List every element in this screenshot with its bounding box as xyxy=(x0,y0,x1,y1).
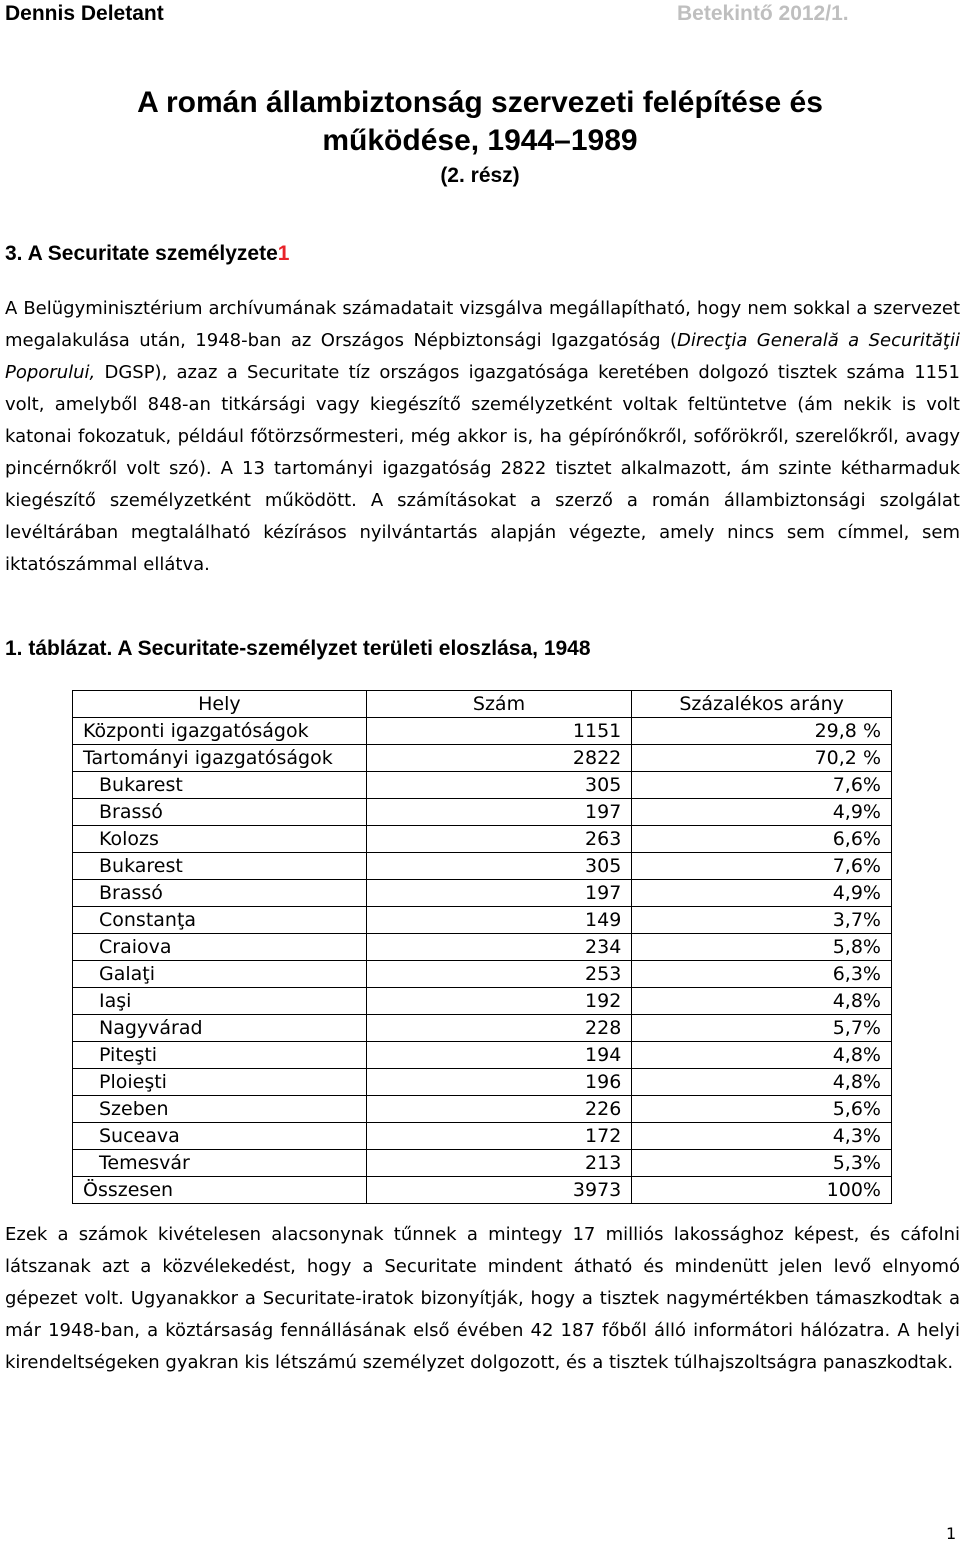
cell-count: 194 xyxy=(366,1042,632,1069)
cell-count: 263 xyxy=(366,826,632,853)
table-row xyxy=(73,1069,892,1096)
cell-percent: 70,2 % xyxy=(632,745,892,772)
cell-count: 192 xyxy=(366,988,632,1015)
column-header-count: Szám xyxy=(366,691,632,718)
cell-place: Központi igazgatóságok xyxy=(73,718,367,745)
cell-count: 305 xyxy=(366,853,632,880)
cell-place: Constanţa xyxy=(73,907,367,934)
header-author: Dennis Deletant xyxy=(5,2,164,25)
cell-place: Bukarest xyxy=(73,853,367,880)
table-row xyxy=(73,745,892,772)
paragraph-1-text-a: A Belügyminisztérium archívumának számadatait vizsgálva megállapítható, hogy nem sokkal a szervezet megalakulása után, 1948-ban az Országos Népbiztonsági Igazgatóság ( xyxy=(5,298,960,351)
table-row xyxy=(73,772,892,799)
paragraph-1 xyxy=(5,293,960,581)
cell-place: Brassó xyxy=(73,880,367,907)
section-heading xyxy=(5,242,289,266)
title-part: (2. rész) xyxy=(440,164,520,187)
cell-count: 196 xyxy=(366,1069,632,1096)
cell-place: Összesen xyxy=(73,1177,367,1204)
cell-place: Suceava xyxy=(73,1123,367,1150)
cell-percent: 3,7% xyxy=(632,907,892,934)
cell-percent: 4,8% xyxy=(632,1069,892,1096)
table-row xyxy=(73,907,892,934)
table-row xyxy=(73,799,892,826)
cell-place: Szeben xyxy=(73,1096,367,1123)
cell-count: 234 xyxy=(366,934,632,961)
cell-count: 172 xyxy=(366,1123,632,1150)
table-row xyxy=(73,1042,892,1069)
cell-place: Piteşti xyxy=(73,1042,367,1069)
cell-place: Brassó xyxy=(73,799,367,826)
table-row xyxy=(73,988,892,1015)
paragraph-2-text: Ezek a számok kivételesen alacsonynak tűnnek a mintegy 17 milliós lakossághoz képest, és cáfolni látszanak azt a közvélekedést, hogy a Securitate mindent átható és mindenütt jelen levő elnyomó gépezet volt. Ugyanakkor a Securitate-iratok bizonyítják, hogy a tisztek nagymértékben támaszkodtak a már 1948-ban, a köztársaság fennállásának első évében 42 187 főből álló informátori hálózatra. A helyi kirendeltségeken gyakran kis létszámú személyzet dolgozott, és a tisztek túlhajszoltságra panaszkodtak. xyxy=(5,1224,960,1373)
cell-count: 2822 xyxy=(366,745,632,772)
cell-percent: 4,8% xyxy=(632,988,892,1015)
table-row xyxy=(73,934,892,961)
cell-count: 213 xyxy=(366,1150,632,1177)
cell-count: 226 xyxy=(366,1096,632,1123)
page-number: 1 xyxy=(946,1524,957,1543)
section-heading-text: 3. A Securitate személyzete xyxy=(5,242,278,265)
header-journal: Betekintő 2012/1. xyxy=(677,2,849,25)
cell-count: 3973 xyxy=(366,1177,632,1204)
cell-percent: 6,3% xyxy=(632,961,892,988)
cell-count: 228 xyxy=(366,1015,632,1042)
cell-percent: 5,8% xyxy=(632,934,892,961)
table-row xyxy=(73,826,892,853)
cell-percent: 5,6% xyxy=(632,1096,892,1123)
cell-percent: 29,8 % xyxy=(632,718,892,745)
cell-place: Tartományi igazgatóságok xyxy=(73,745,367,772)
cell-place: Temesvár xyxy=(73,1150,367,1177)
column-header-place: Hely xyxy=(73,691,367,718)
column-header-percent: Százalékos arány xyxy=(632,691,892,718)
table-header-row xyxy=(73,691,892,718)
cell-percent: 4,9% xyxy=(632,799,892,826)
table-row xyxy=(73,880,892,907)
table-row xyxy=(73,853,892,880)
table-total-row xyxy=(73,1177,892,1204)
paragraph-1-italic: Direcţia Generală a Securităţii Poporului, xyxy=(5,330,960,383)
cell-percent: 7,6% xyxy=(632,853,892,880)
cell-count: 197 xyxy=(366,880,632,907)
title-line-2: működése, 1944–1989 xyxy=(322,124,638,157)
table-row xyxy=(73,1096,892,1123)
cell-place: Kolozs xyxy=(73,826,367,853)
paragraph-1-text-b: DGSP), azaz a Securitate tíz országos igazgatósága keretében dolgozó tisztek száma 1151 volt, amelyből 848-an titkársági vagy kiegészítő személyzetként voltak feltüntetve (ám nekik is volt katonai fokozatuk, például főtörzsőrmesteri, még akkor is, ha gépírónőkről, sofőrökről, szerelőkről, avagy pincérnőkről volt szó). A 13 tartományi igazgatóság 2822 tisztet alkalmazott, ám szinte kétharmaduk kiegészítő személyzetként működött. A számításokat a szerző a román állambiztonsági szolgálat levéltárában megtalálható kézírásos nyilvántartás alapján végezte, amely nincs sem címmel, sem iktatószámmal ellátva. xyxy=(5,362,960,575)
cell-percent: 5,7% xyxy=(632,1015,892,1042)
paragraph-2 xyxy=(5,1219,960,1379)
table-row xyxy=(73,961,892,988)
cell-count: 1151 xyxy=(366,718,632,745)
cell-place: Craiova xyxy=(73,934,367,961)
article-title xyxy=(0,84,960,192)
table-row xyxy=(73,1015,892,1042)
cell-percent: 6,6% xyxy=(632,826,892,853)
cell-place: Galaţi xyxy=(73,961,367,988)
table-row xyxy=(73,1150,892,1177)
cell-percent: 5,3% xyxy=(632,1150,892,1177)
staff-distribution-table xyxy=(72,690,892,1204)
title-line-1: A román állambiztonság szervezeti felépítése és xyxy=(137,86,823,119)
cell-place: Iaşi xyxy=(73,988,367,1015)
cell-percent: 7,6% xyxy=(632,772,892,799)
cell-count: 197 xyxy=(366,799,632,826)
cell-percent: 4,3% xyxy=(632,1123,892,1150)
cell-count: 149 xyxy=(366,907,632,934)
table-row xyxy=(73,718,892,745)
cell-place: Ploieşti xyxy=(73,1069,367,1096)
cell-percent: 4,8% xyxy=(632,1042,892,1069)
cell-percent: 100% xyxy=(632,1177,892,1204)
cell-count: 253 xyxy=(366,961,632,988)
cell-count: 305 xyxy=(366,772,632,799)
table-caption: 1. táblázat. A Securitate-személyzet területi eloszlása, 1948 xyxy=(5,637,591,660)
footnote-link[interactable]: 1 xyxy=(277,242,290,265)
table-row xyxy=(73,1123,892,1150)
cell-place: Nagyvárad xyxy=(73,1015,367,1042)
cell-percent: 4,9% xyxy=(632,880,892,907)
cell-place: Bukarest xyxy=(73,772,367,799)
